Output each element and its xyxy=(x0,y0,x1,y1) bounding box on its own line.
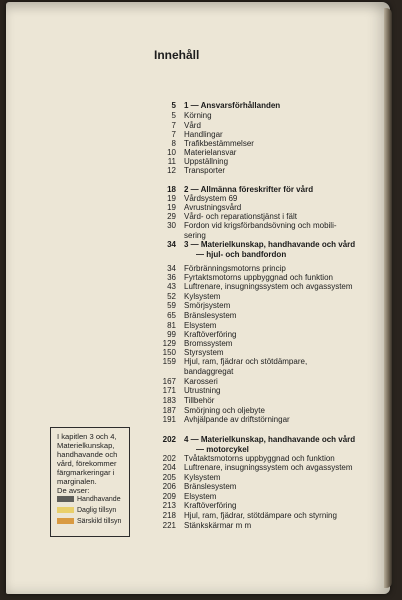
toc-entry-title-continued: — motorcykel xyxy=(196,445,249,454)
legend-text-line: vård, förekommer xyxy=(57,459,117,468)
toc-page-number: 29 xyxy=(167,212,176,221)
legend-item-label: Särskild tillsyn xyxy=(77,518,122,525)
toc-page-number: 171 xyxy=(162,386,176,395)
legend-item xyxy=(57,517,121,526)
toc-entry-title: Elsystem xyxy=(184,321,217,330)
toc-page-number: 81 xyxy=(167,321,176,330)
legend-color-swatch xyxy=(57,507,74,513)
toc-page-number: 36 xyxy=(167,273,176,282)
legend-color-swatch xyxy=(57,496,74,502)
toc-entry-title: Smörjsystem xyxy=(184,301,231,310)
legend-text xyxy=(57,432,123,495)
legend-text-line: I kapitlen 3 och 4, xyxy=(57,432,117,441)
toc-entry-title: Tvåtaktsmotorns uppbyggnad och funktion xyxy=(184,454,335,463)
toc-entry-title: Avhjälpande av driftstörningar xyxy=(184,415,290,424)
toc-page-number: 19 xyxy=(167,203,176,212)
legend-item-label: Handhavande xyxy=(77,496,121,503)
toc-entry-title: Vårdsystem 69 xyxy=(184,194,238,203)
toc-entry-title: Förbränningsmotorns princip xyxy=(184,264,286,273)
toc-page-number: 187 xyxy=(162,406,176,415)
toc-page-number: 18 xyxy=(167,185,176,194)
toc-page-number: 59 xyxy=(167,301,176,310)
legend-color-swatch xyxy=(57,518,74,524)
toc-entry-title: Handlingar xyxy=(184,130,223,139)
toc-entry-title: Vård xyxy=(184,121,201,130)
toc-page-number: 8 xyxy=(171,139,176,148)
toc-page-number: 7 xyxy=(171,130,176,139)
toc-entry-title: Materielansvar xyxy=(184,148,237,157)
toc-entry-title: Uppställning xyxy=(184,157,229,166)
toc-page-number: 5 xyxy=(171,111,176,120)
toc-entry-title: 4 — Materielkunskap, handhavande och vård xyxy=(184,435,356,444)
toc-entry-title: Hjul, ram, fjädrar och stötdämpare, xyxy=(184,357,308,366)
toc-page-number: 191 xyxy=(162,415,176,424)
toc-page-number: 209 xyxy=(162,492,176,501)
toc-entry-title-continued: sering xyxy=(184,231,206,240)
toc-entry-title: Körning xyxy=(184,111,212,120)
toc-entry-title: Kylsystem xyxy=(184,292,221,301)
toc-entry-title: Vård- och reparationstjänst i fält xyxy=(184,212,297,221)
toc-page-number: 167 xyxy=(162,377,176,386)
toc-entry-title: 1 — Ansvarsförhållanden xyxy=(184,101,281,110)
legend-text-line: marginalen. xyxy=(57,477,97,486)
toc-entry-title: Trafikbestämmelser xyxy=(184,139,254,148)
toc-page-number: 206 xyxy=(162,482,176,491)
toc-entry-title: Bränslesystem xyxy=(184,311,237,320)
toc-page-number: 52 xyxy=(167,292,176,301)
toc-page-number: 183 xyxy=(162,396,176,405)
toc-page-number: 12 xyxy=(167,166,176,175)
toc-entry-title: Bromssystem xyxy=(184,339,233,348)
toc-page-number: 10 xyxy=(167,148,176,157)
toc-page-number: 221 xyxy=(162,521,176,530)
legend-text-line: De avser: xyxy=(57,486,90,495)
toc-entry-title: Kylsystem xyxy=(184,473,221,482)
toc-entry-title: Bränslesystem xyxy=(184,482,237,491)
toc-page-number: 65 xyxy=(167,311,176,320)
toc-entry-title: Kraftöverföring xyxy=(184,501,237,510)
toc-entry-title: Smörjning och oljebyte xyxy=(184,406,265,415)
toc-page-number: 205 xyxy=(162,473,176,482)
toc-entry-title: Fordon vid krigsförbandsövning och mobili- xyxy=(184,221,337,230)
toc-page-number: 213 xyxy=(162,501,176,510)
legend-text-line: Materielkunskap, xyxy=(57,441,115,450)
toc-page-number: 11 xyxy=(167,157,176,166)
toc-page-number: 150 xyxy=(162,348,176,357)
toc-page-number: 202 xyxy=(162,454,176,463)
toc-page-number: 159 xyxy=(162,357,176,366)
toc-page-number: 204 xyxy=(162,463,176,472)
toc-entry-title: Elsystem xyxy=(184,492,217,501)
legend-item xyxy=(57,495,121,504)
toc-entry-title: Luftrenare, insugningssystem och avgassystem xyxy=(184,463,353,472)
toc-entry-title: 3 — Materielkunskap, handhavande och vård xyxy=(184,240,356,249)
toc-page-number: 218 xyxy=(162,511,176,520)
toc-entry-title: Styrsystem xyxy=(184,348,224,357)
toc-page-number: 99 xyxy=(167,330,176,339)
toc-entry-title: Kraftöverföring xyxy=(184,330,237,339)
toc-page-number: 5 xyxy=(171,101,176,110)
page-title: Innehåll xyxy=(154,48,200,62)
toc-entry-title: Utrustning xyxy=(184,386,221,395)
page-edge xyxy=(384,8,392,588)
toc-page-number: 7 xyxy=(171,121,176,130)
legend-item-label: Daglig tillsyn xyxy=(77,507,117,514)
toc-entry-title-continued: bandaggregat xyxy=(184,367,234,376)
toc-page-number: 129 xyxy=(162,339,176,348)
toc-entry-title: Transporter xyxy=(184,166,226,175)
legend-item xyxy=(57,506,116,515)
toc-entry-title: Tillbehör xyxy=(184,396,215,405)
toc-page-number: 34 xyxy=(167,240,176,249)
toc-entry-title: Stänkskärmar m m xyxy=(184,521,252,530)
legend-text-line: handhavande och xyxy=(57,450,118,459)
legend-text-line: färgmarkeringar i xyxy=(57,468,115,477)
toc-entry-title: 2 — Allmänna föreskrifter för vård xyxy=(184,185,314,194)
toc-page-number: 19 xyxy=(167,194,176,203)
toc-entry-title: Luftrenare, insugningssystem och avgassystem xyxy=(184,282,353,291)
toc-entry-title: Karosseri xyxy=(184,377,218,386)
book-page xyxy=(6,2,390,594)
toc-entry-title-continued: — hjul- och bandfordon xyxy=(196,250,287,259)
color-legend-box xyxy=(50,427,130,537)
toc-page-number: 34 xyxy=(167,264,176,273)
toc-page-number: 30 xyxy=(167,221,176,230)
toc-page-number: 202 xyxy=(162,435,176,444)
toc-entry-title: Fyrtaktsmotorns uppbyggnad och funktion xyxy=(184,273,333,282)
toc-entry-title: Hjul, ram, fjädrar, stötdämpare och styrning xyxy=(184,511,337,520)
toc-page-number: 43 xyxy=(167,282,176,291)
toc-entry-title: Avrustningsvård xyxy=(184,203,242,212)
